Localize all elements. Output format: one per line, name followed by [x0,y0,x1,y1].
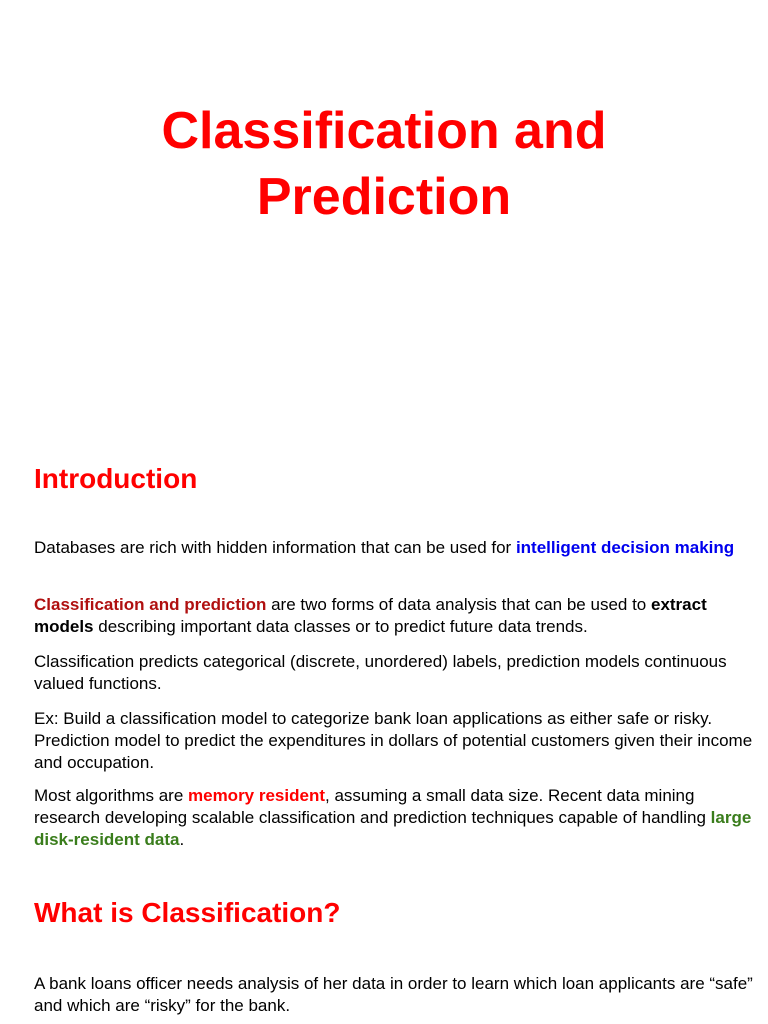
intro-paragraph-3: Classification predicts categorical (discrete, unordered) labels, prediction models continuous valued functions. [34,652,727,693]
page-title [0,98,768,230]
intro-p2-highlight-1: Classification and prediction [34,595,267,614]
intro-p5-highlight-1: memory resident [188,786,325,805]
intro-p1-text: Databases are rich with hidden information that can be used for [34,538,516,557]
intro-p5-text-3: . [179,830,185,849]
classification-heading: What is Classification? [34,897,341,928]
intro-paragraph-4: Ex: Build a classification model to categorize bank loan applications as either safe or risky. Prediction model to predict the expenditures in dollars of potential customers given their income and occupation. [34,709,753,772]
intro-p2-text-1: are two forms of data analysis that can be used to [266,595,651,614]
intro-p1-highlight: intelligent decision making [515,538,735,557]
intro-paragraph-5 [34,785,760,851]
intro-p2-text-2: describing important data classes or to predict future data trends. [93,617,588,636]
intro-p2-highlight-2: extract models [34,595,707,636]
title-line-2: Prediction [256,168,512,226]
classification-paragraph-1: A bank loans officer needs analysis of her data in order to learn which loan applicants are “safe” and which are “risky” for the bank. [34,974,753,1015]
intro-paragraph-1 [34,537,760,559]
introduction-heading: Introduction [34,463,198,494]
title-line-1: Classification and [161,102,607,160]
intro-p5-text-2: , assuming a small data size. Recent data mining research developing scalable classification and prediction techniques capable of handling [34,786,711,827]
intro-p5-text-1: Most algorithms are [34,786,188,805]
intro-paragraph-2 [34,594,760,638]
intro-p5-highlight-2: large disk-resident data [34,808,752,849]
